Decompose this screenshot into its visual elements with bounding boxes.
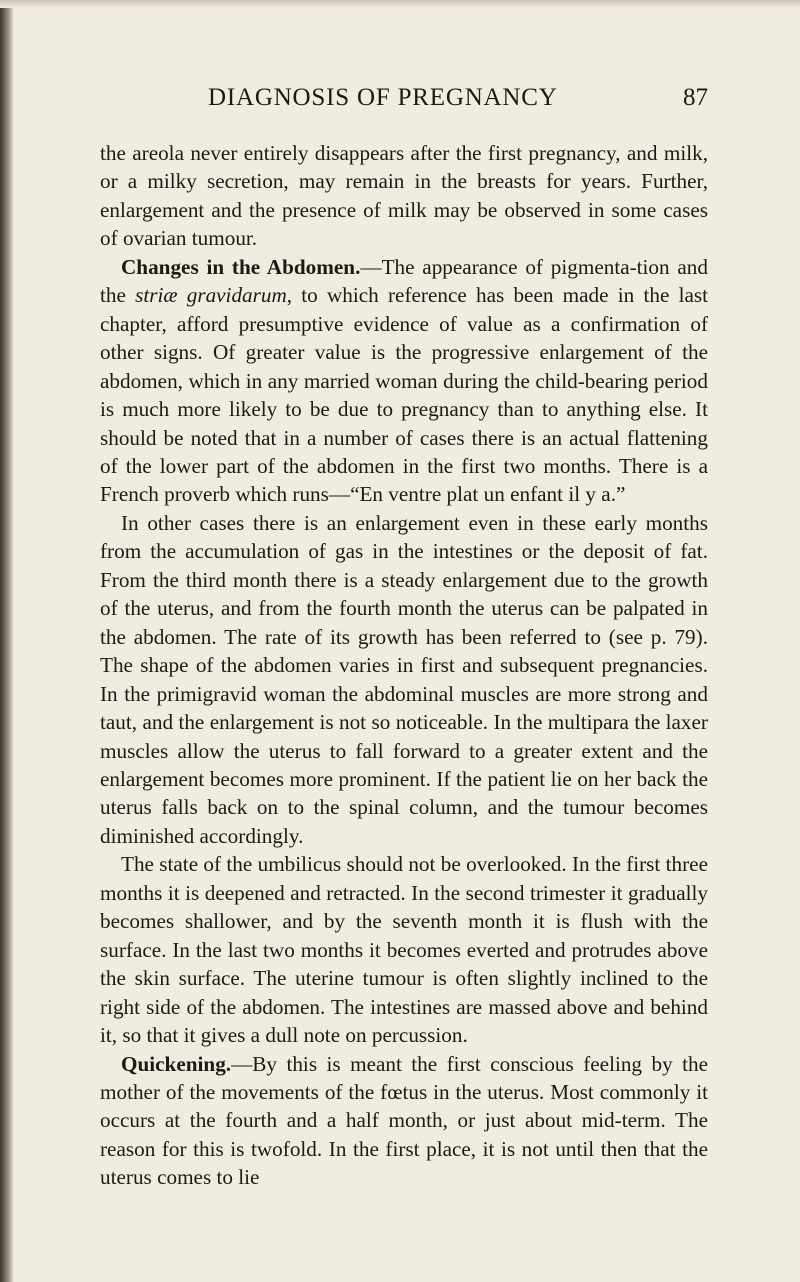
paragraph-changes-in-abdomen bbox=[100, 253, 708, 509]
page-header bbox=[150, 84, 708, 118]
paragraph-breast-continuation bbox=[100, 139, 708, 253]
paragraph-text: —By this is meant the first conscious feeling by the mother of the movements of the fœtus in the uterus. Most commonly it occurs at the fourth and a half month, or just about mid-term. The reason for this is twofold. In the first place, it is not until then that the uterus comes to lie bbox=[100, 1051, 708, 1190]
paragraph-text: —The appearance of pigmenta-tion and the bbox=[100, 254, 708, 308]
paragraph-text: , to which reference has been made in the last chapter, afford presumptive evidence of value as a confirmation of other signs. Of greater value is the progressive enlargement of the abdomen, which in any married woman during the child-bearing period is much more likely to be due to pregnancy than to anything else. It should be noted that in a number of cases there is an actual flattening of the lower part of the abdomen in the first two months. There is a French proverb which runs—“En ventre plat un enfant il y a.” bbox=[100, 283, 708, 507]
paragraph-text: the areola never entirely disappears after the first pregnancy, and milk, or a milky secretion, may remain in the breasts for years. Further, enlargement and the presence of milk may be observed in some cases of ovarian tumour. bbox=[100, 141, 708, 251]
page-top-edge bbox=[0, 0, 800, 8]
paragraph-umbilicus bbox=[100, 850, 708, 1049]
paragraph-text: The state of the umbilicus should not be overlooked. In the first three months it is deepened and retracted. In the second trimester it gradually becomes shallower, and by the seventh month it is flush with the surface. In the last two months it becomes everted and protrudes above the skin surface. The uterine tumour is often slightly inclined to the right side of the abdomen. The intestines are massed above and behind it, so that it gives a dull note on percussion. bbox=[100, 852, 708, 1048]
page-number: 87 bbox=[683, 84, 708, 111]
paragraph-text: In other cases there is an enlargement even in these early months from the accumulation of gas in the intestines or the deposit of fat. From the third month there is a steady enlargement due to the growth of the uterus, and from the fourth month the uterus can be palpated in the abdomen. The rate of its growth has been referred to (see p. 79). The shape of the abdomen varies in first and subsequent pregnancies. In the primigravid woman the abdominal muscles are more strong and taut, and the enlargement is not so noticeable. In the multipara the laxer muscles allow the uterus to fall forward to a greater extent and the enlargement becomes more prominent. If the patient lie on her back the uterus falls back on to the spinal column, and the tumour becomes diminished accordingly. bbox=[100, 510, 708, 848]
paragraph-enlargement bbox=[100, 509, 708, 850]
italic-term-striae: striæ gravidarum bbox=[135, 283, 287, 308]
running-title: DIAGNOSIS OF PREGNANCY bbox=[208, 84, 558, 111]
book-gutter-shadow bbox=[0, 0, 14, 1282]
side-heading-quickening: Quickening. bbox=[121, 1051, 232, 1076]
paragraph-quickening bbox=[100, 1050, 708, 1192]
side-heading-changes-in-abdomen: Changes in the Abdomen. bbox=[121, 254, 361, 279]
body-text bbox=[100, 139, 708, 1192]
